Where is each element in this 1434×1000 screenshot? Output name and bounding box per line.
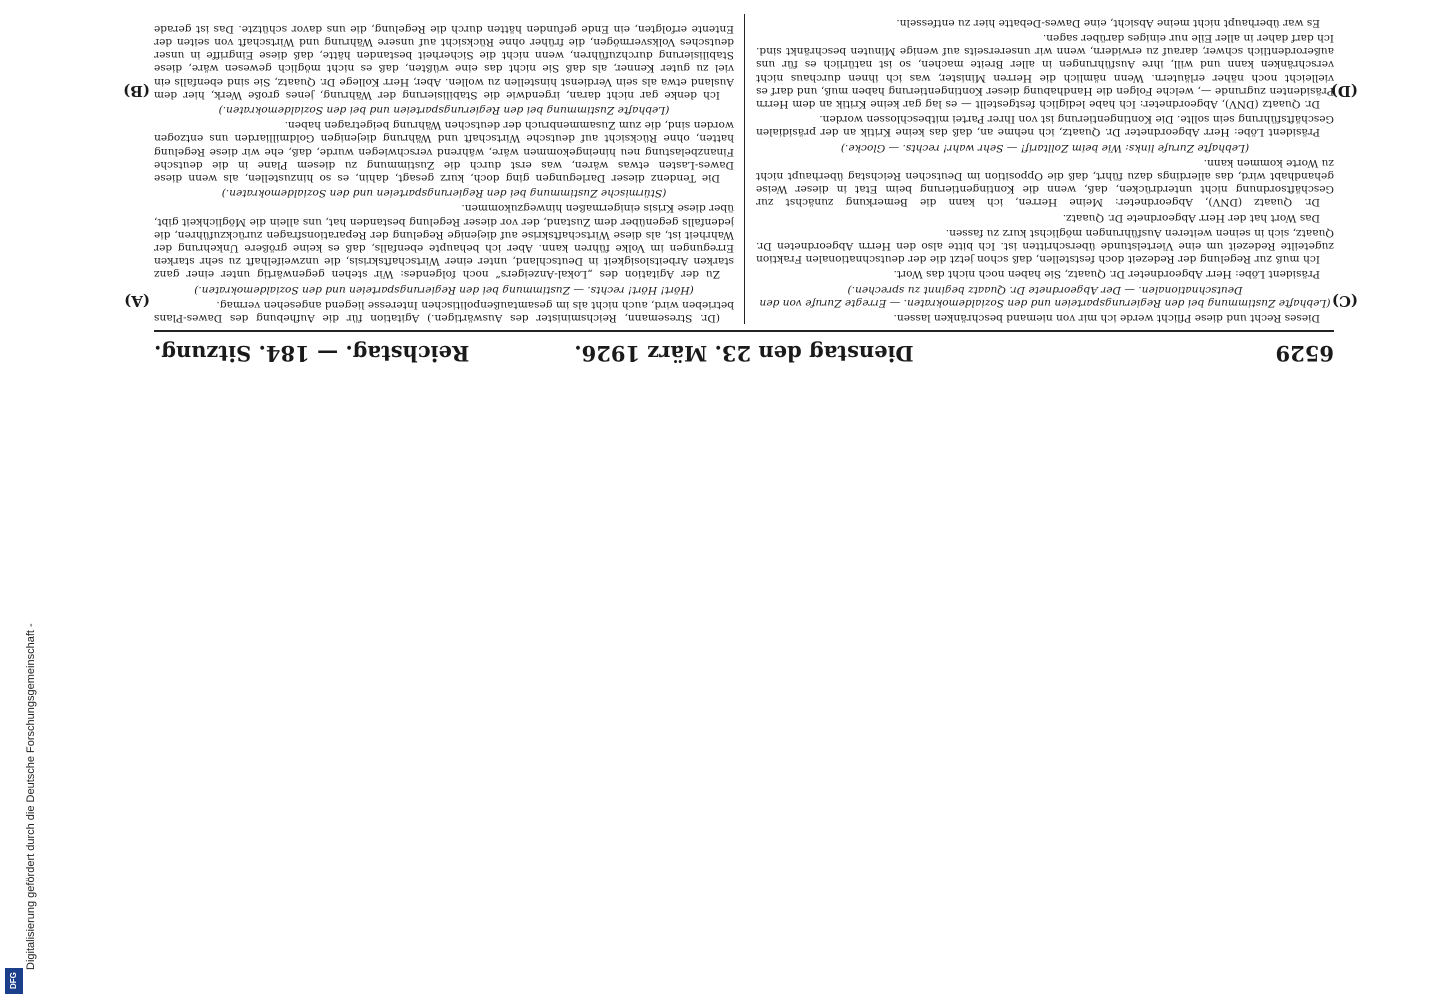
margin-marker-d: (D) xyxy=(1330,82,1358,100)
paragraph: Präsident Löbe: Herr Abgeordneter Dr. Quaatz, Sie haben noch nicht das Wort. xyxy=(893,268,1320,281)
dfg-logo: DFG xyxy=(5,968,23,994)
paragraph: (Dr. Stresemann, Reichsminister des Auswärtigen.) Agitation für die Aufhebung des Dawes-Plans betrieben wird, auch nicht als im gesamtaußenpolitischen Interesse liegend angesehen vermag. xyxy=(154,298,734,324)
page-header xyxy=(154,330,1334,370)
interjection: (Stürmische Zustimmung bei den Regierungsparteien und den Sozialdemokraten.) xyxy=(221,187,667,200)
margin-marker-b: (B) xyxy=(123,82,150,100)
interjection: (Hört! Hört! rechts. — Zustimmung bei den Regierungsparteien und den Sozialdemokraten.) xyxy=(194,283,694,296)
paragraph: Ich muß zur Regelung der Redezeit doch feststellen, daß schon jetzt die der deutschnationalen Fraktion zugeteilte Redezeit um eine Viertelstunde überschritten ist. Ich bitte also den Herrn Abgeordneten Dr. Quaatz, sich in seinen weiteren Ausführungen möglichst kurz zu fassen. xyxy=(756,226,1334,266)
digitization-footer xyxy=(25,0,55,1000)
paragraph: Ich denke gar nicht daran, irgendwie die Stabilisierung der Währung, jenes große Werk, hier dem Ausland etwa als sein Verdienst hinstellen zu wollen. Aber, Herr Kollege Dr. Quaatz, Sie sind ebenfalls ein viel zu guter Kenner, als daß Sie nicht das eine wüßten, daß es nicht möglich gewesen wäre, diese Stabilisierung durchzuführen, wenn nicht die Sicherheit bestanden hätte, daß diese Eingriffe in unser deutsches Volksvermögen, die früher ohne Rücksicht auf unsere Währung und Wirtschaft von seiten der Entente erfolgten, ein Ende gefunden hätten durch die Regelung, die uns davor schützte. Das ist gerade xyxy=(154,22,734,101)
interjection: (Lebhafte Zustimmung bei den Regierungsparteien und den Sozialdemokraten. — Erregte Zurufe von den Deutschnationalen. — Der Abgeordnete Dr. Quaatz beginnt zu sprechen.) xyxy=(759,283,1331,309)
running-head: Reichstag. — 184. Sitzung. xyxy=(154,341,470,366)
margin-marker-a: (A) xyxy=(124,292,150,310)
paragraph: Die Tendenz dieser Darlegungen ging doch, kurz gesagt, dahin, es so hinzustellen, als wenn diese Dawes-Lasten etwas wären, was erst durch die Zustimmung zu diesem Plane in die deutsche Finanzbelastung neu hineingekommen wäre, während verschwiegen wurde, daß, ehe wir diese Regelung hatten, ohne Rücksicht auf deutsche Wirtschaft und Währung diejenigen Goldmilliarden uns entzogen worden sind, die zum Zusammenbruch der deutschen Währung beigetragen haben. xyxy=(154,119,734,184)
paragraph: Es war überhaupt nicht meine Absicht, eine Dawes-Debatte hier zu entfesseln. xyxy=(896,16,1320,29)
interjection: (Lebhafte Zustimmung bei den Regierungsparteien und bei den Sozialdemokraten.) xyxy=(218,103,670,116)
text-column-right xyxy=(756,14,1334,324)
paragraph: Präsident Löbe: Herr Abgeordneter Dr. Quaatz, ich nehme an, daß das keine Kritik an der präsidialen Geschäftsführung sein sollte. Die Kontingentierung ist von Ihrer Partei mitbeschlossen worden. xyxy=(756,113,1334,139)
column-divider xyxy=(744,14,745,324)
session-date: Dienstag den 23. März 1926. xyxy=(574,341,914,366)
paragraph: Zu der Agitation des „Lokal-Anzeigers“ noch folgendes: Wir stehen gegenwärtig unter einer ganz starken Arbeitslosigkeit in Deutschland, unter einer Wirtschaftskrisis, die unzweifelhaft zu sehr starken Erregungen im Volke führen kann. Aber ich behaupte ebenfalls, daß es keine größere Unkehrung der Wahrheit ist, als diese Wirtschaftskrise auf diejenige Regelung der Reparationsfragen zurückzuführen, die jedenfalls gegenüber dem Zustand, der vor dieser Regelung bestanden hat, uns allein die Möglichkeit gibt, über diese Krisis einigermaßen hinwegzukommen. xyxy=(154,202,734,281)
page-number: 6529 xyxy=(1275,341,1334,366)
header-rule xyxy=(154,330,1334,332)
interjection: (Lebhafte Zurufe links: Wie beim Zolltarif! — Sehr wahr! rechts. — Glocke.) xyxy=(840,141,1250,154)
text-column-left xyxy=(154,14,734,324)
paragraph: Dr. Quaatz (DNV), Abgeordneter: Meine Herren, ich kann die Bemerkung zunächst zur Geschäftsordnung nicht unterdrücken, daß, wenn die Kontingentierung beim Etat in dieser Weise gehandhabt wird, das allerdings dazu führt, daß die Opposition im Deutschen Reichstag überhaupt nicht zu Worte kommen kann. xyxy=(756,156,1334,209)
paragraph: Dieses Recht und diese Pflicht werde ich mir von niemand beschränken lassen. xyxy=(893,312,1320,324)
margin-marker-c: (C) xyxy=(1331,292,1358,310)
footer-credit: Digitalisierung gefördert durch die Deutsche Forschungsgemeinschaft - xyxy=(25,623,37,970)
paragraph: Dr. Quaatz (DNV), Abgeordneter: Ich habe lediglich festgestellt — es lag gar keine Kritik an dem Herrn Präsidenten zugrunde —, welche Folgen die Handhabung dieser Kontingentierung haben muß, und darf es vielleicht noch näher erläutern. Wenn nämlich die Herren Minister, was ich ihnen durchaus nicht verschränken kann und will, ihre Ausführungen in aller Breite machen, so ist natürlich es für uns außerordentlich schwer, darauf zu erwidern, wenn wir unsererseits auf wenige Minuten beschränkt sind. Ich darf daher in aller Eile nur einiges darüber sagen. xyxy=(756,31,1334,110)
paragraph: Das Wort hat der Herr Abgeordnete Dr. Quaatz. xyxy=(1062,211,1320,224)
